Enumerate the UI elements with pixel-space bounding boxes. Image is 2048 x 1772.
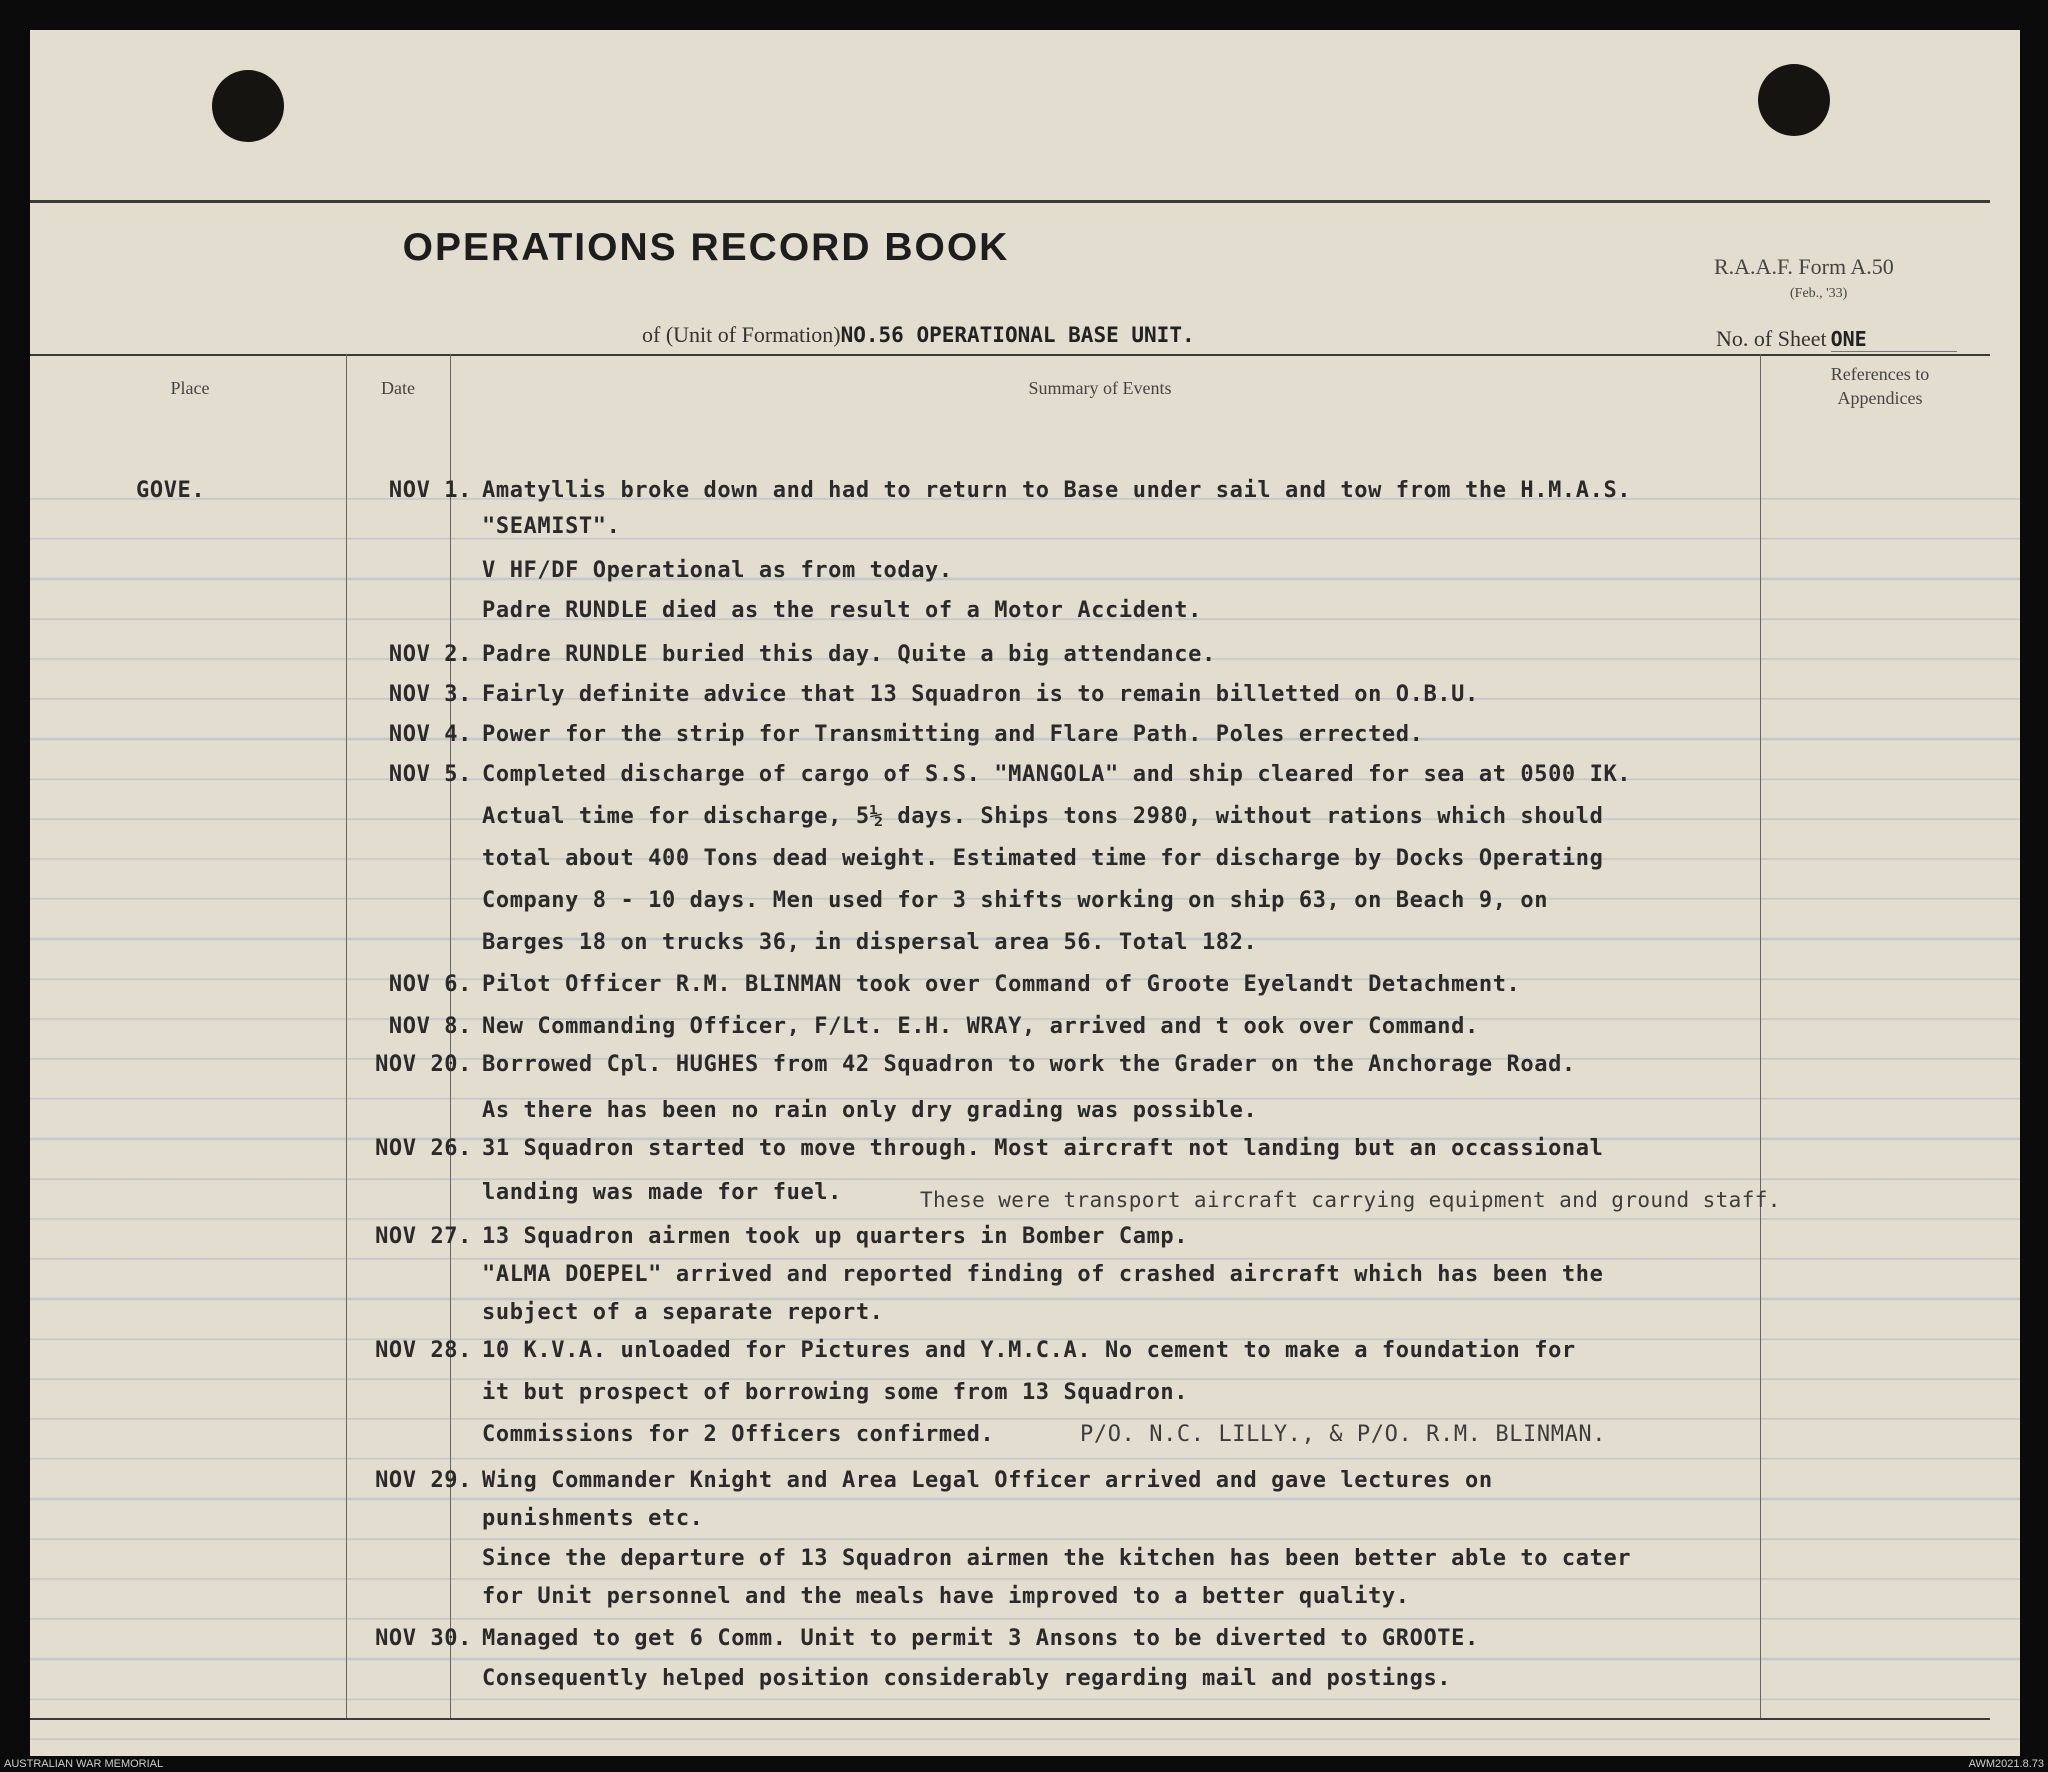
table-bottom-rule: [30, 1718, 1990, 1720]
sheet-line: [1716, 326, 1957, 352]
unit-value: NO.56 OPERATIONAL BASE UNIT.: [840, 323, 1195, 347]
date-entry: NOV 29.: [375, 1468, 472, 1493]
place-entry: GOVE.: [136, 478, 206, 503]
references-line-2: Appendices: [1837, 388, 1923, 408]
summary-line: Borrowed Cpl. HUGHES from 42 Squadron to work the Grader on the Anchorage Road.: [482, 1052, 1576, 1077]
date-entry: NOV 3.: [388, 682, 472, 707]
summary-line: total about 400 Tons dead weight. Estimated time for discharge by Docks Operating: [482, 846, 1604, 871]
sheet-value: ONE: [1831, 327, 1957, 352]
summary-line: Company 8 - 10 days. Men used for 3 shifts working on ship 63, on Beach 9, on: [482, 888, 1549, 913]
col-divider-summary-refs: [1760, 354, 1761, 1718]
credit-left: AUSTRALIAN WAR MEMORIAL: [4, 1758, 164, 1770]
summary-line: As there has been no rain only dry grading was possible.: [482, 1098, 1258, 1123]
form-date: (Feb., '33): [1790, 286, 1848, 301]
summary-line: V HF/DF Operational as from today.: [482, 558, 953, 583]
unit-label: of (Unit of Formation): [642, 322, 841, 347]
summary-line: Barges 18 on trucks 36, in dispersal area 56. Total 182.: [482, 930, 1258, 955]
summary-line: Power for the strip for Transmitting and Flare Path. Poles errected.: [482, 722, 1424, 747]
summary-line: "SEAMIST".: [482, 514, 621, 539]
date-entry: NOV 20.: [375, 1052, 472, 1077]
summary-line: subject of a separate report.: [482, 1300, 884, 1325]
column-header-references: [1770, 362, 1990, 410]
summary-line: it but prospect of borrowing some from 13 Squadron.: [482, 1380, 1189, 1405]
references-line-1: References to: [1830, 364, 1930, 384]
date-entry: NOV 4.: [388, 722, 472, 747]
date-entry: NOV 30.: [375, 1626, 472, 1651]
summary-line: Wing Commander Knight and Area Legal Officer arrived and gave lectures on: [482, 1468, 1493, 1493]
date-entry: NOV 2.: [388, 642, 472, 667]
record-sheet: [30, 30, 2020, 1756]
summary-line: Commissions for 2 Officers confirmed.: [482, 1422, 995, 1447]
summary-line: Fairly definite advice that 13 Squadron is to remain billetted on O.B.U.: [482, 682, 1479, 707]
summary-line: Completed discharge of cargo of S.S. "MANGOLA" and ship cleared for sea at 0500 IK.: [482, 762, 1632, 787]
column-header-date: Date: [381, 378, 415, 398]
form-id: R.A.A.F. Form A.50: [1714, 254, 1894, 279]
summary-line: New Commanding Officer, F/Lt. E.H. WRAY, arrived and t ook over Command.: [482, 1014, 1479, 1039]
punch-hole-right: [1758, 64, 1830, 136]
summary-line-names: P/O. N.C. LILLY., & P/O. R.M. BLINMAN.: [1080, 1422, 1607, 1447]
sheet-label: No. of Sheet: [1716, 326, 1827, 351]
summary-line: "ALMA DOEPEL" arrived and reported finding of crashed aircraft which has been the: [482, 1262, 1604, 1287]
unit-line: [642, 322, 1195, 348]
summary-line: punishments etc.: [482, 1506, 704, 1531]
header-bottom-rule: [30, 354, 1990, 356]
date-entry: NOV 8.: [388, 1014, 472, 1039]
punch-hole-left: [212, 70, 284, 142]
date-entry: NOV 6.: [388, 972, 472, 997]
summary-line-note: These were transport aircraft carrying equipment and ground staff.: [920, 1188, 1781, 1212]
summary-line: 31 Squadron started to move through. Most aircraft not landing but an occassional: [482, 1136, 1604, 1161]
column-header-summary: Summary of Events: [1028, 378, 1172, 398]
summary-line: 10 K.V.A. unloaded for Pictures and Y.M.C.A. No cement to make a foundation for: [482, 1338, 1576, 1363]
summary-line: Pilot Officer R.M. BLINMAN took over Command of Groote Eyelandt Detachment.: [482, 972, 1521, 997]
date-entry: NOV 28.: [375, 1338, 472, 1363]
summary-line: Padre RUNDLE died as the result of a Motor Accident.: [482, 598, 1202, 623]
summary-line: Amatyllis broke down and had to return to Base under sail and tow from the H.M.A.S.: [482, 478, 1632, 503]
date-entry: NOV 26.: [375, 1136, 472, 1161]
date-entry: NOV 27.: [375, 1224, 472, 1249]
summary-line: Managed to get 6 Comm. Unit to permit 3 Ansons to be diverted to GROOTE.: [482, 1626, 1479, 1651]
date-entry: NOV 5.: [388, 762, 472, 787]
credit-right: AWM2021.8.73: [1968, 1758, 2044, 1770]
summary-line: Padre RUNDLE buried this day. Quite a big attendance.: [482, 642, 1216, 667]
date-entry: NOV 1.: [388, 478, 472, 503]
summary-line: Since the departure of 13 Squadron airmen the kitchen has been better able to cater: [482, 1546, 1632, 1571]
header-top-rule: [30, 200, 1990, 203]
summary-line: Actual time for discharge, 5½ days. Ships tons 2980, without rations which should: [482, 804, 1604, 829]
summary-line: Consequently helped position considerably regarding mail and postings.: [482, 1666, 1452, 1691]
summary-line: for Unit personnel and the meals have improved to a better quality.: [482, 1584, 1410, 1609]
page-title: OPERATIONS RECORD BOOK: [402, 226, 1010, 269]
summary-line: 13 Squadron airmen took up quarters in Bomber Camp.: [482, 1224, 1189, 1249]
column-header-place: Place: [170, 378, 210, 398]
summary-line: landing was made for fuel.: [482, 1180, 842, 1205]
